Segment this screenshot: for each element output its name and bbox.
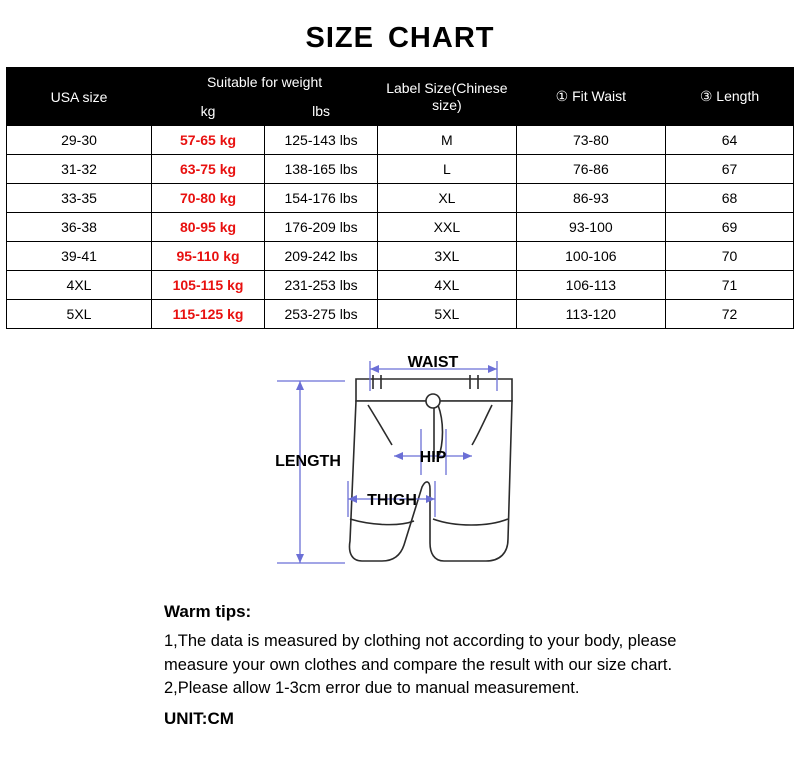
size-table: [6, 67, 794, 329]
cell-label-size: 5XL: [378, 300, 517, 329]
table-row: [7, 242, 794, 271]
hip-label: HIP: [419, 449, 447, 466]
thigh-label: THIGH: [367, 492, 417, 509]
table-row: [7, 213, 794, 242]
cell-length: 64: [665, 126, 793, 155]
size-table-body: [7, 126, 794, 329]
table-row: [7, 126, 794, 155]
unit-note: UNIT:CM: [164, 709, 234, 729]
cell-label-size: XL: [378, 184, 517, 213]
length-label: LENGTH: [275, 453, 341, 470]
page-title-word-chart: CHART: [387, 22, 495, 54]
table-header-row-top: [7, 68, 794, 97]
cell-fit-waist: 100-106: [516, 242, 665, 271]
cell-usa-size: 29-30: [7, 126, 152, 155]
cell-usa-size: 5XL: [7, 300, 152, 329]
cell-length: 69: [665, 213, 793, 242]
cell-label-size: M: [378, 126, 517, 155]
cell-weight-lbs: 209-242 lbs: [265, 242, 378, 271]
cell-usa-size: 36-38: [7, 213, 152, 242]
cell-fit-waist: 106-113: [516, 271, 665, 300]
cell-length: 70: [665, 242, 793, 271]
cell-weight-kg: 63-75 kg: [152, 155, 265, 184]
cell-weight-lbs: 253-275 lbs: [265, 300, 378, 329]
size-table-wrapper: [0, 67, 800, 329]
cell-length: 67: [665, 155, 793, 184]
measurement-diagram: [0, 339, 800, 594]
cell-label-size: XXL: [378, 213, 517, 242]
cell-weight-kg: 115-125 kg: [152, 300, 265, 329]
waist-label: WAIST: [407, 354, 459, 371]
cell-usa-size: 33-35: [7, 184, 152, 213]
cell-weight-lbs: 138-165 lbs: [265, 155, 378, 184]
warm-tips-line-2: 2,Please allow 1-3cm error due to manual measurement.: [164, 678, 580, 697]
cell-usa-size: 31-32: [7, 155, 152, 184]
shorts-illustration: [350, 375, 513, 561]
header-lbs: lbs: [265, 97, 378, 126]
cell-length: 71: [665, 271, 793, 300]
cell-length: 72: [665, 300, 793, 329]
cell-label-size: 4XL: [378, 271, 517, 300]
header-length: ③ Length: [665, 68, 793, 126]
header-suitable-for-weight: Suitable for weight: [152, 68, 378, 97]
page-title: [0, 0, 800, 67]
cell-weight-kg: 95-110 kg: [152, 242, 265, 271]
cell-weight-lbs: 231-253 lbs: [265, 271, 378, 300]
cell-weight-kg: 57-65 kg: [152, 126, 265, 155]
header-usa-size: USA size: [7, 68, 152, 126]
cell-weight-lbs: 154-176 lbs: [265, 184, 378, 213]
cell-fit-waist: 86-93: [516, 184, 665, 213]
warm-tips-line-1: 1,The data is measured by clothing not according to your body, please measure your own clothes and compare the result with our size chart.: [164, 632, 677, 674]
cell-usa-size: 39-41: [7, 242, 152, 271]
header-kg: kg: [152, 97, 265, 126]
cell-weight-kg: 105-115 kg: [152, 271, 265, 300]
cell-weight-lbs: 176-209 lbs: [265, 213, 378, 242]
length-dimension: [277, 381, 345, 563]
table-row: [7, 271, 794, 300]
cell-fit-waist: 76-86: [516, 155, 665, 184]
warm-tips: [0, 594, 800, 732]
cell-label-size: 3XL: [378, 242, 517, 271]
table-row: [7, 155, 794, 184]
cell-fit-waist: 113-120: [516, 300, 665, 329]
table-row: [7, 184, 794, 213]
cell-fit-waist: 73-80: [516, 126, 665, 155]
cell-label-size: L: [378, 155, 517, 184]
header-fit-waist: ① Fit Waist: [516, 68, 665, 126]
cell-fit-waist: 93-100: [516, 213, 665, 242]
table-row: [7, 300, 794, 329]
cell-weight-kg: 70-80 kg: [152, 184, 265, 213]
page-title-word-size: SIZE: [305, 22, 374, 54]
cell-weight-kg: 80-95 kg: [152, 213, 265, 242]
header-label-size: Label Size(Chinese size): [378, 68, 517, 126]
cell-usa-size: 4XL: [7, 271, 152, 300]
cell-weight-lbs: 125-143 lbs: [265, 126, 378, 155]
warm-tips-title: Warm tips:: [164, 602, 252, 621]
cell-length: 68: [665, 184, 793, 213]
